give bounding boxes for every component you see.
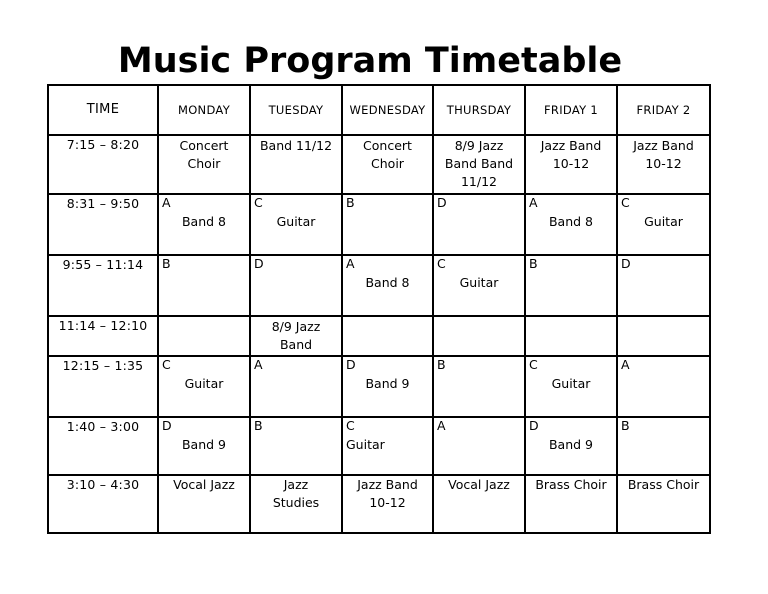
group-label: B bbox=[254, 418, 263, 433]
group-label: D bbox=[162, 418, 172, 433]
cell-text: Concert Choir bbox=[363, 138, 412, 171]
schedule-cell bbox=[617, 475, 710, 533]
schedule-cell bbox=[158, 356, 250, 417]
header-tuesday: TUESDAY bbox=[250, 85, 342, 135]
cell-text: Guitar bbox=[644, 214, 683, 229]
group-label: C bbox=[254, 195, 263, 210]
schedule-cell bbox=[250, 316, 342, 356]
table-row bbox=[48, 417, 710, 475]
cell-text: Guitar bbox=[459, 275, 499, 290]
cell-text: Concert Choir bbox=[179, 138, 229, 171]
group-label: B bbox=[529, 256, 538, 271]
group-label: B bbox=[346, 195, 355, 210]
schedule-cell bbox=[617, 255, 710, 316]
cell-text bbox=[618, 357, 709, 375]
cell-text bbox=[434, 195, 524, 213]
group-label: B bbox=[621, 418, 630, 433]
time-slot: 7:15 – 8:20 bbox=[48, 135, 158, 194]
schedule-cell bbox=[342, 356, 433, 417]
table-row bbox=[48, 356, 710, 417]
cell-text: Band 9 bbox=[365, 376, 410, 391]
header-row bbox=[48, 85, 710, 135]
cell-text: Guitar bbox=[551, 376, 591, 391]
cell-text bbox=[251, 418, 341, 436]
schedule-cell bbox=[525, 417, 617, 475]
table-row bbox=[48, 475, 710, 533]
group-label: A bbox=[529, 195, 538, 210]
schedule-cell bbox=[433, 475, 525, 533]
cell-text: Jazz Studies bbox=[272, 477, 320, 510]
cell-text: Vocal Jazz bbox=[173, 477, 235, 492]
time-slot: 3:10 – 4:30 bbox=[48, 475, 158, 533]
schedule-cell bbox=[525, 475, 617, 533]
group-label: A bbox=[162, 195, 171, 210]
cell-text: 8/9 Jazz Band bbox=[271, 319, 321, 352]
schedule-cell bbox=[342, 316, 433, 356]
group-label: D bbox=[346, 357, 356, 372]
cell-text: Guitar bbox=[346, 437, 385, 452]
group-label: C bbox=[437, 256, 446, 271]
group-label: C bbox=[621, 195, 630, 210]
schedule-cell bbox=[250, 255, 342, 316]
schedule-cell bbox=[342, 417, 433, 475]
cell-text: Band 8 bbox=[548, 214, 594, 229]
cell-text bbox=[343, 195, 432, 213]
group-label: D bbox=[437, 195, 447, 210]
cell-text: Vocal Jazz bbox=[448, 477, 510, 492]
group-label: D bbox=[621, 256, 631, 271]
table-row bbox=[48, 194, 710, 255]
table-row bbox=[48, 135, 710, 194]
schedule-cell bbox=[433, 417, 525, 475]
cell-text: Band 8 bbox=[365, 275, 410, 290]
schedule-cell bbox=[525, 255, 617, 316]
schedule-cell bbox=[433, 194, 525, 255]
schedule-cell bbox=[342, 475, 433, 533]
schedule-cell bbox=[525, 135, 617, 194]
cell-text bbox=[526, 256, 616, 274]
time-slot: 9:55 – 11:14 bbox=[48, 255, 158, 316]
cell-text: Brass Choir bbox=[627, 477, 700, 492]
header-friday-1: FRIDAY 1 bbox=[525, 85, 617, 135]
cell-text bbox=[434, 418, 524, 436]
schedule-cell bbox=[342, 255, 433, 316]
cell-text bbox=[434, 357, 524, 375]
schedule-cell bbox=[617, 356, 710, 417]
cell-text: Band 8 bbox=[181, 214, 227, 229]
time-slot: 1:40 – 3:00 bbox=[48, 417, 158, 475]
group-label: D bbox=[529, 418, 539, 433]
schedule-cell bbox=[158, 475, 250, 533]
schedule-cell bbox=[617, 135, 710, 194]
schedule-cell bbox=[158, 194, 250, 255]
time-slot: 11:14 – 12:10 bbox=[48, 316, 158, 356]
schedule-cell bbox=[250, 135, 342, 194]
schedule-cell bbox=[525, 316, 617, 356]
group-label: A bbox=[254, 357, 263, 372]
schedule-cell bbox=[433, 255, 525, 316]
cell-text bbox=[159, 256, 249, 274]
cell-text: Jazz Band 10-12 bbox=[633, 138, 694, 171]
schedule-cell bbox=[342, 135, 433, 194]
time-slot: 8:31 – 9:50 bbox=[48, 194, 158, 255]
header-time: TIME bbox=[48, 85, 158, 135]
group-label: C bbox=[346, 418, 355, 433]
group-label: B bbox=[162, 256, 171, 271]
group-label: A bbox=[346, 256, 355, 271]
cell-text: Jazz Band 10-12 bbox=[357, 477, 418, 510]
header-wednesday: WEDNESDAY bbox=[342, 85, 433, 135]
header-friday-2: FRIDAY 2 bbox=[617, 85, 710, 135]
schedule-cell bbox=[342, 194, 433, 255]
schedule-cell bbox=[250, 356, 342, 417]
group-label: C bbox=[529, 357, 538, 372]
group-label: B bbox=[437, 357, 446, 372]
schedule-cell bbox=[158, 255, 250, 316]
table-row bbox=[48, 316, 710, 356]
schedule-cell bbox=[250, 417, 342, 475]
cell-text: Jazz Band 10-12 bbox=[540, 138, 602, 171]
schedule-cell bbox=[158, 135, 250, 194]
header-monday: MONDAY bbox=[158, 85, 250, 135]
timetable bbox=[47, 84, 711, 534]
cell-text: Guitar bbox=[276, 214, 316, 229]
schedule-cell bbox=[617, 417, 710, 475]
schedule-cell bbox=[525, 194, 617, 255]
schedule-cell bbox=[433, 356, 525, 417]
cell-text: Band 9 bbox=[548, 437, 594, 452]
schedule-cell bbox=[250, 194, 342, 255]
schedule-cell bbox=[433, 135, 525, 194]
cell-text: Guitar bbox=[184, 376, 224, 391]
schedule-cell bbox=[158, 417, 250, 475]
cell-text: 8/9 Jazz Band Band 11/12 bbox=[444, 138, 514, 189]
cell-text: Brass Choir bbox=[535, 477, 607, 492]
group-label: A bbox=[437, 418, 446, 433]
schedule-cell bbox=[250, 475, 342, 533]
time-slot: 12:15 – 1:35 bbox=[48, 356, 158, 417]
schedule-cell bbox=[617, 316, 710, 356]
table-row bbox=[48, 255, 710, 316]
cell-text: Band 11/12 bbox=[259, 138, 333, 153]
cell-text: Band 9 bbox=[181, 437, 227, 452]
group-label: C bbox=[162, 357, 171, 372]
cell-text bbox=[618, 256, 709, 274]
schedule-cell bbox=[433, 316, 525, 356]
page-title: Music Program Timetable bbox=[117, 41, 623, 81]
cell-text bbox=[251, 256, 341, 274]
header-thursday: THURSDAY bbox=[433, 85, 525, 135]
cell-text bbox=[251, 357, 341, 375]
schedule-cell bbox=[158, 316, 250, 356]
schedule-cell bbox=[617, 194, 710, 255]
cell-text bbox=[618, 418, 709, 436]
schedule-cell bbox=[525, 356, 617, 417]
group-label: A bbox=[621, 357, 630, 372]
group-label: D bbox=[254, 256, 264, 271]
